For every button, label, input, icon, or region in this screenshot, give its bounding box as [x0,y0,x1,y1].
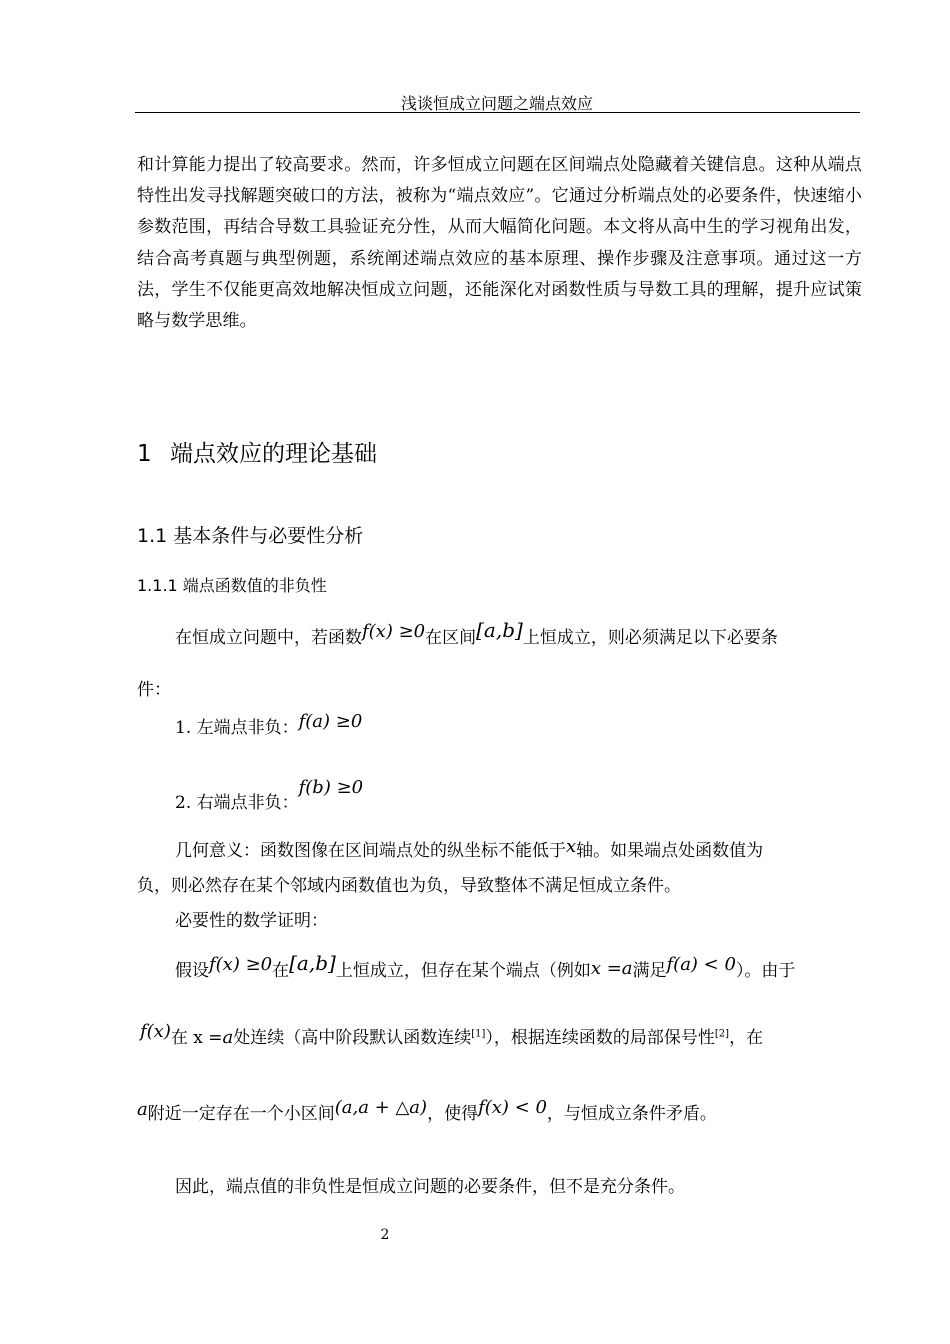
para-text: 几何意义：函数图像在区间端点处的纵坐标不能低于 [175,841,566,861]
para-text: 满足 [632,961,667,981]
math-inline: a [222,1027,234,1048]
header-rule [135,112,860,113]
para-text: 处连续（高中阶段默认函数连续 [233,1028,472,1048]
para-text: 在 [272,961,290,981]
intro-paragraph: 和计算能力提出了较高要求。然而，许多恒成立问题在区间端点处隐藏着关键信息。这种从端点特性出发寻找解题突破口的方法，被称为“端点效应”。它通过分析端点处的必要条件，快速缩小参数范围，再结合导数工具验证充分性，从而大幅简化问题。本文将从高中生的学习视角出发，结合高考真题与典型例题，系统阐述端点效应的基本原理、操作步骤及注意事项。通过这一方法，学生不仅能更高效地解决恒成立问题，还能深化对函数性质与导数工具的理解，提升应试策略与数学思维。 [137,155,862,332]
section-1-heading [137,438,377,470]
math-inline: f(a) < 0 [666,954,736,975]
math-inline: f(a) ≥0 [298,711,363,732]
math-inline: [a,b] [289,951,336,975]
para-text: ，在 [729,1028,764,1048]
math-inline: f(b) ≥0 [298,777,364,798]
list-item-label: 1. 左端点非负： [175,718,299,738]
math-inline: [a,b] [476,618,523,642]
para-text: 在 x = [170,1028,223,1048]
geometry-line2: 负，则必然存在某个邻域内函数值也为负，导致整体不满足恒成立条件。 [137,876,681,896]
para-text: 附近一定存在一个小区间 [147,1104,335,1124]
math-inline: x =a [590,958,633,979]
para1-line2: 件： [137,680,171,700]
math-inline: f(x) ≥0 [362,621,426,642]
para-text: 在恒成立问题中，若函数 [175,628,362,648]
section-number: 1 [137,441,152,467]
math-inline: f(x) [140,1021,171,1042]
para-text: ，使得 [427,1104,479,1124]
list-item-right [175,777,364,815]
para1-line1 [175,618,778,650]
para-text: ），根据连续函数的局部保号性 [485,1028,715,1048]
math-inline: f(x) < 0 [478,1097,547,1118]
section-1-1-heading: 1.1 基本条件与必要性分析 [137,525,364,547]
list-item-left [175,711,363,740]
proof-line2 [140,1021,764,1050]
section-1-1-1-heading: 1.1.1 端点函数值的非负性 [137,576,327,595]
para-text: 轴。如果端点处函数值为 [576,841,764,861]
citation-ref[interactable]: [2] [714,1028,730,1040]
conclusion-paragraph: 因此，端点值的非负性是恒成立问题的必要条件，但不是充分条件。 [175,1177,685,1197]
section-title: 端点效应的理论基础 [170,441,377,467]
math-inline: x [566,836,577,857]
para-text: ）。由于 [735,961,796,981]
running-header: 浅谈恒成立问题之端点效应 [400,94,593,113]
math-inline: a [137,1099,148,1120]
proof-line1 [175,951,796,983]
para-text: ，与恒成立条件矛盾。 [546,1104,717,1124]
para-text: 假设 [175,961,209,981]
list-item-label: 2. 右端点非负： [175,793,299,813]
para-text: 上恒成立，但存在某个端点（例如 [335,961,591,981]
citation-ref[interactable]: [1] [471,1028,486,1040]
proof-line3 [137,1097,717,1126]
math-inline: (a,a + △a) [334,1097,428,1118]
para-text: 上恒成立，则必须满足以下必要条 [522,628,778,648]
para-text: 在区间 [425,628,477,648]
proof-heading: 必要性的数学证明： [175,911,328,931]
page-number: 2 [380,1227,390,1243]
math-inline: f(x) ≥0 [209,954,273,975]
geometry-line1 [175,836,764,863]
